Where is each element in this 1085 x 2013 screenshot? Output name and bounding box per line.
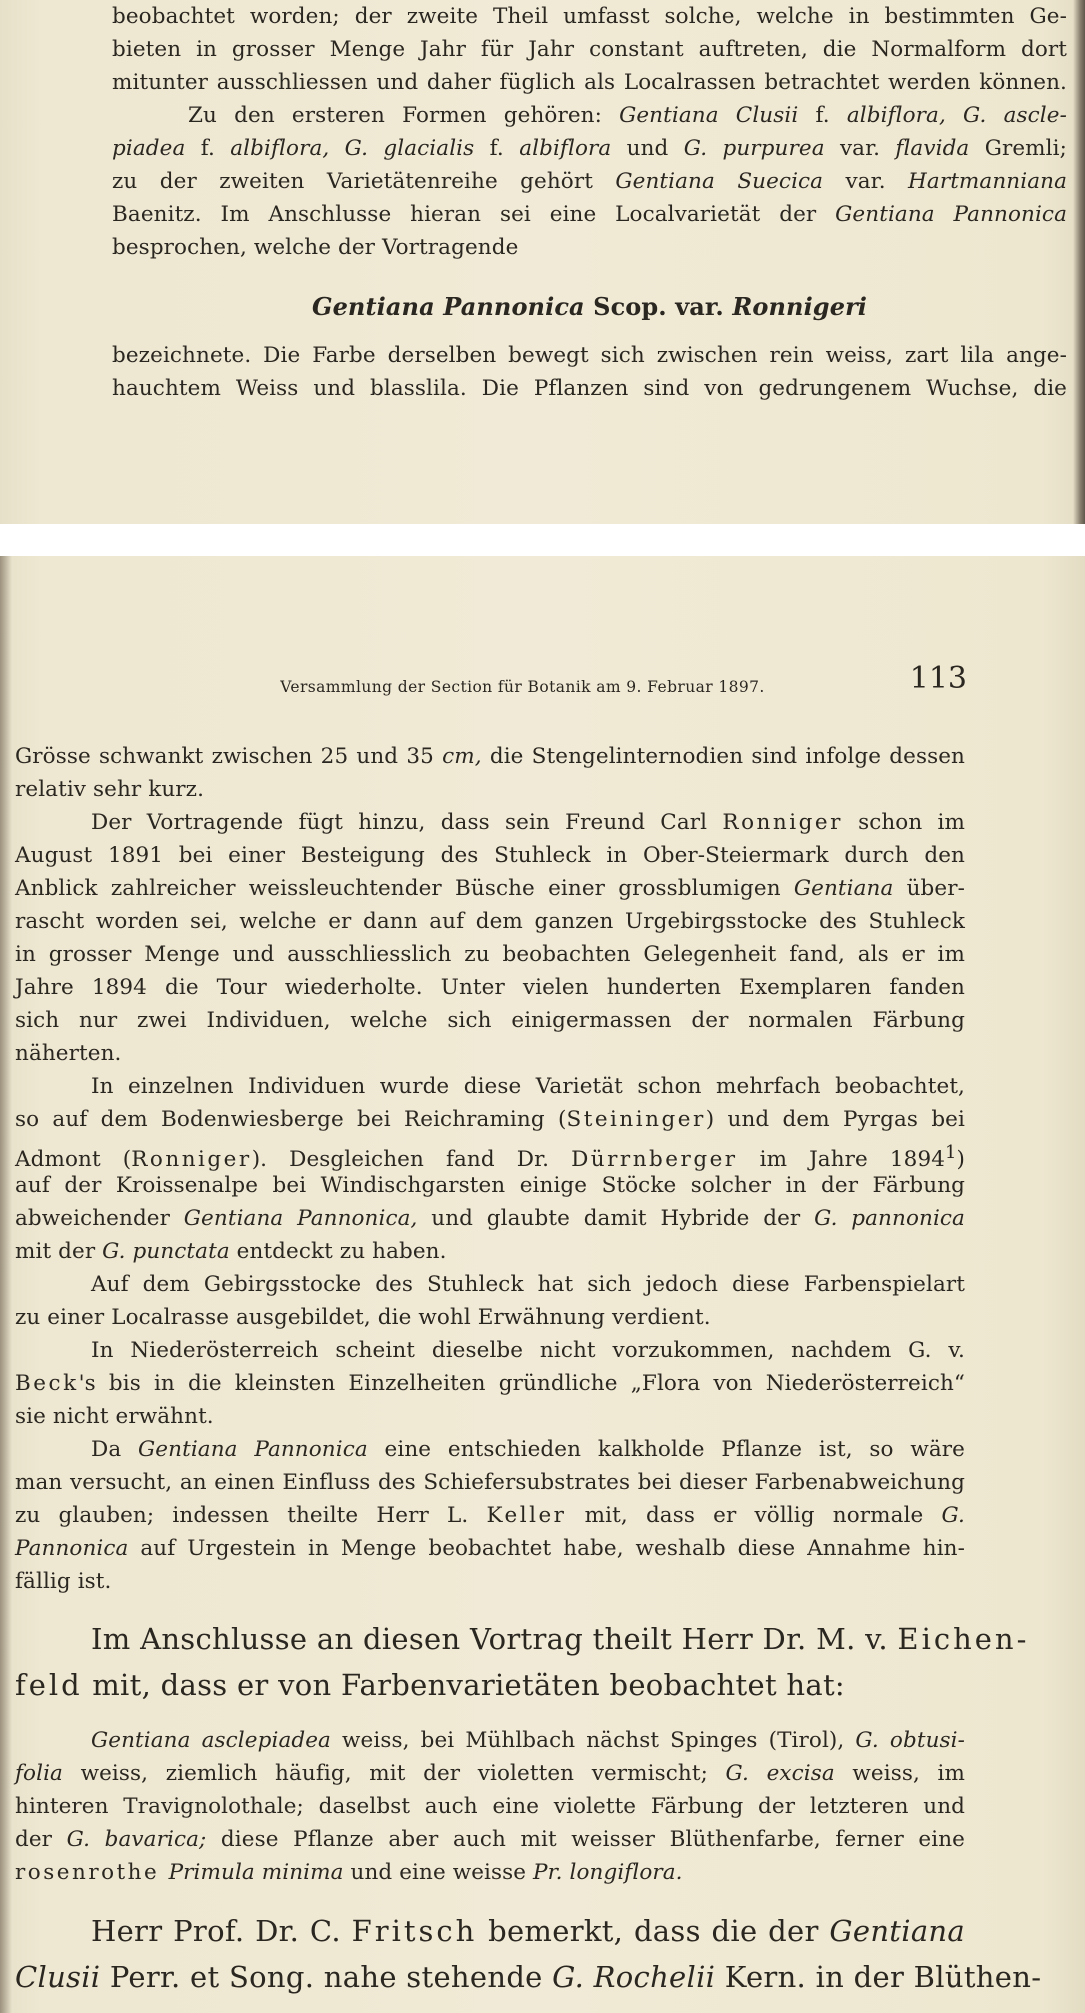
text-line: bezeichnete. Die Farbe derselben bewegt sich zwischen rein weiss, zart lila ange- bbox=[112, 343, 1067, 368]
page-number: 113 bbox=[909, 661, 967, 696]
text-line: Jahre 1894 die Tour wiederholte. Unter vielen hunderten Exemplaren fanden bbox=[15, 975, 965, 1000]
text-line: in grosser Menge und ausschliesslich zu beobachten Gelegenheit fand, als er im bbox=[15, 942, 965, 967]
text-line: mitunter ausschliessen und daher füglich als Localrassen betrachtet werden können. bbox=[112, 70, 1067, 95]
text-line: bieten in grosser Menge Jahr für Jahr constant auftreten, die Normalform dort bbox=[112, 37, 1067, 62]
page-113 bbox=[0, 556, 1085, 2013]
text-line: piadea f. albiflora, G. glacialis f. albiflora und G. purpurea var. flavida Gremli; bbox=[112, 136, 1067, 161]
page-fragment-top bbox=[0, 0, 1085, 524]
text-line: Da Gentiana Pannonica eine entschieden kalkholde Pflanze ist, so wäre bbox=[91, 1437, 965, 1462]
text-line: Im Anschlusse an diesen Vortrag theilt Herr Dr. M. v. Eichen- bbox=[91, 1622, 1030, 1656]
text-line: folia weiss, ziemlich häufig, mit der violetten vermischt; G. excisa weiss, im bbox=[15, 1761, 965, 1786]
text-line: In einzelnen Individuen wurde diese Varietät schon mehrfach beobachtet, bbox=[91, 1074, 965, 1099]
running-head: Versammlung der Section für Botanik am 9. Februar 1897. bbox=[280, 678, 765, 696]
text-line: der G. bavarica; diese Pflanze aber auch mit weisser Blüthenfarbe, ferner eine bbox=[15, 1827, 965, 1852]
text-line: Der Vortragende fügt hinzu, dass sein Freund Carl Ronniger schon im bbox=[91, 810, 965, 835]
text-line: sie nicht erwähnt. bbox=[15, 1404, 214, 1429]
text-line: Auf dem Gebirgsstocke des Stuhleck hat sich jedoch diese Farbenspielart bbox=[91, 1272, 965, 1297]
text-line: so auf dem Bodenwiesberge bei Reichraming (Steininger) und dem Pyrgas bei bbox=[15, 1107, 965, 1132]
footnote-marker: 1 bbox=[945, 1142, 957, 1163]
text-line: fällig ist. bbox=[15, 1569, 112, 1594]
text-line: August 1891 bei einer Besteigung des Stuhleck in Ober-Steiermark durch den bbox=[15, 843, 965, 868]
text-line: abweichender Gentiana Pannonica, und glaubte damit Hybride der G. pannonica bbox=[15, 1206, 965, 1231]
text-line: Baenitz. Im Anschlusse hieran sei eine Localvarietät der Gentiana Pannonica bbox=[112, 202, 1067, 227]
text-line: Clusii Perr. et Song. nahe stehende G. Rochelii Kern. in der Blüthen- bbox=[15, 1960, 1042, 1994]
text-line: hauchtem Weiss und blasslila. Die Pflanzen sind von gedrungenem Wuchse, die bbox=[112, 376, 1067, 401]
text-line: hinteren Travignolothale; daselbst auch eine violette Färbung der letzteren und bbox=[15, 1794, 965, 1819]
text-line: Beck's bis in die kleinsten Einzelheiten gründliche „Flora von Niederösterreich“ bbox=[15, 1371, 965, 1396]
text-line: rascht worden sei, welche er dann auf dem ganzen Urgebirgsstocke des Stuhleck bbox=[15, 909, 965, 934]
text-line: Herr Prof. Dr. C. Fritsch bemerkt, dass die der Gentiana bbox=[91, 1914, 965, 1948]
text-line: relativ sehr kurz. bbox=[15, 777, 205, 802]
text-line: sich nur zwei Individuen, welche sich einigermassen der normalen Färbung bbox=[15, 1008, 965, 1033]
text-line: feld mit, dass er von Farbenvarietäten beobachtet hat: bbox=[15, 1668, 846, 1702]
text-line: Admont (Ronniger). Desgleichen fand Dr. Dürrnberger im Jahre 1894$^1$) bbox=[15, 1142, 965, 1173]
text-line: zu glauben; indessen theilte Herr L. Keller mit, dass er völlig normale G. bbox=[15, 1503, 965, 1528]
text-line: zu der zweiten Varietätenreihe gehört Gentiana Suecica var. Hartmanniana bbox=[112, 169, 1067, 194]
text-line: zu einer Localrasse ausgebildet, die wohl Erwähnung verdient. bbox=[15, 1305, 711, 1330]
text-line: näherten. bbox=[15, 1041, 122, 1066]
text-line: In Niederösterreich scheint dieselbe nicht vorzukommen, nachdem G. v. bbox=[91, 1338, 965, 1363]
section-heading: Gentiana Pannonica Scop. var. Ronnigeri bbox=[311, 292, 868, 321]
text-line: mit der G. punctata entdeckt zu haben. bbox=[15, 1239, 447, 1264]
text-line: Anblick zahlreicher weissleuchtender Büsche einer grossblumigen Gentiana über- bbox=[15, 876, 965, 901]
text-line: Zu den ersteren Formen gehören: Gentiana Clusii f. albiflora, G. ascle- bbox=[188, 103, 1067, 128]
text-line: beobachtet worden; der zweite Theil umfasst solche, welche in bestimmten Ge- bbox=[112, 4, 1067, 29]
text-line: auf der Kroissenalpe bei Windischgarsten einige Stöcke solcher in der Färbung bbox=[15, 1173, 965, 1198]
text-line: Pannonica auf Urgestein in Menge beobachtet habe, weshalb diese Annahme hin- bbox=[15, 1536, 965, 1561]
text-line: Gentiana asclepiadea weiss, bei Mühlbach nächst Spinges (Tirol), G. obtusi- bbox=[91, 1728, 965, 1753]
text-line: Grösse schwankt zwischen 25 und 35 cm, die Stengelinternodien sind infolge dessen bbox=[15, 744, 965, 769]
text-line: besprochen, welche der Vortragende bbox=[112, 235, 519, 260]
text-line: rosenrothe Primula minima und eine weisse Pr. longiflora. bbox=[15, 1860, 683, 1885]
text-line: man versucht, an einen Einfluss des Schiefersubstrates bei dieser Farbenabweichung bbox=[15, 1470, 965, 1495]
